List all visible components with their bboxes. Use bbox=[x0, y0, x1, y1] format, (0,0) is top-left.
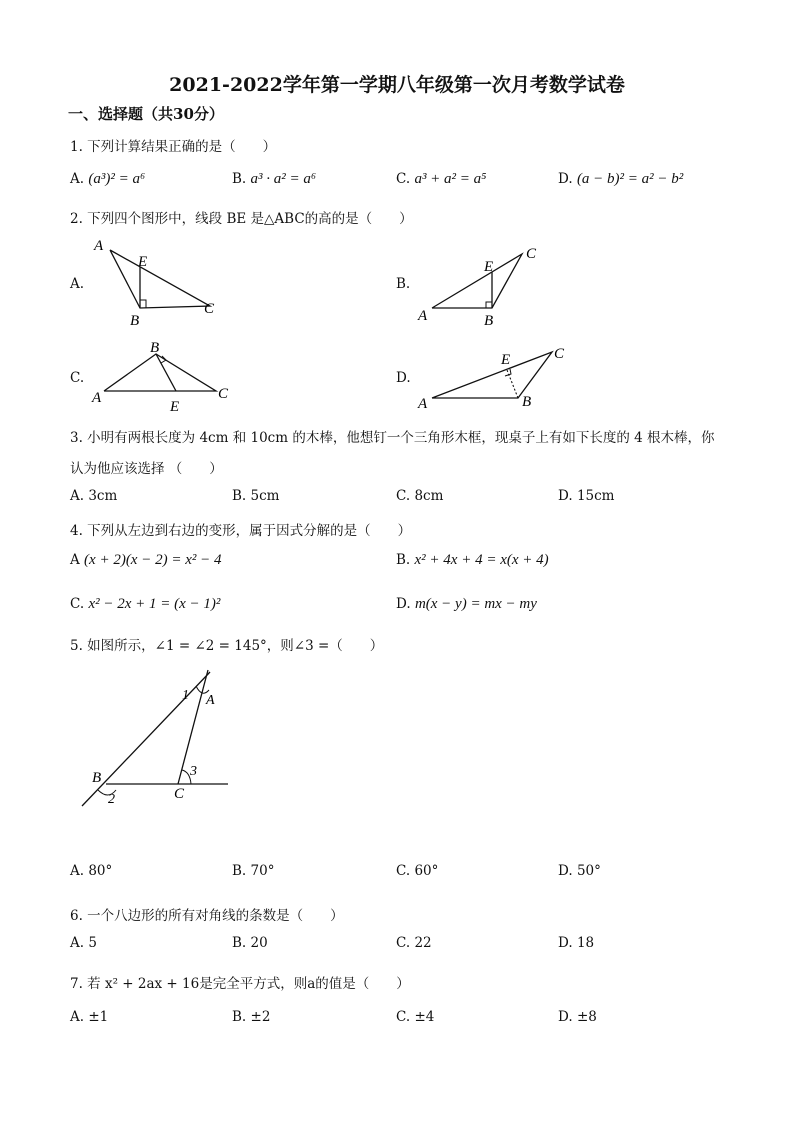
question-4-stem: 4. 下列从左边到右边的变形，属于因式分解的是（ ） bbox=[70, 523, 412, 539]
option-expression: a³ · a² = a⁶ bbox=[250, 171, 317, 187]
q3-option-b[interactable] bbox=[232, 488, 279, 504]
q2-figure-a bbox=[88, 234, 228, 329]
q7-option-a[interactable] bbox=[70, 1009, 108, 1025]
option-text: ±8 bbox=[576, 1009, 597, 1025]
q2-figure-c bbox=[88, 338, 238, 418]
q2-option-a[interactable]: A. bbox=[70, 276, 85, 292]
angle-3-label: 3 bbox=[190, 764, 197, 779]
option-label: A bbox=[70, 552, 80, 568]
option-text: ±1 bbox=[88, 1009, 109, 1025]
point-a-label: A bbox=[92, 390, 102, 406]
question-6-stem: 6. 一个八边形的所有对角线的条数是（ ） bbox=[70, 908, 344, 924]
q2-option-d[interactable]: D. bbox=[396, 370, 411, 386]
option-text: ±2 bbox=[250, 1009, 271, 1025]
point-c-label: C bbox=[204, 301, 215, 317]
point-e-label: E bbox=[501, 352, 511, 368]
option-text: 15cm bbox=[576, 488, 615, 504]
q2-figure-b bbox=[414, 238, 554, 330]
question-1-stem: 1. 下列计算结果正确的是（ ） bbox=[70, 139, 277, 155]
q4-option-a[interactable] bbox=[70, 552, 222, 569]
point-c-label: C bbox=[554, 346, 565, 362]
q3-option-d[interactable] bbox=[558, 488, 614, 504]
q5-option-b[interactable] bbox=[232, 863, 274, 879]
q1-option-b[interactable] bbox=[232, 171, 316, 188]
q5-option-d[interactable] bbox=[558, 863, 601, 879]
point-e-label: E bbox=[170, 399, 180, 415]
option-label: D. bbox=[396, 596, 411, 612]
option-label: B. bbox=[232, 171, 247, 187]
point-e-label: E bbox=[138, 254, 148, 270]
option-expression: m(x − y) = mx − my bbox=[414, 596, 537, 612]
q5-figure bbox=[76, 662, 246, 812]
option-text: 5cm bbox=[250, 488, 280, 504]
option-text: 22 bbox=[414, 935, 432, 951]
point-e-label: E bbox=[484, 259, 494, 275]
point-b-label: B bbox=[484, 313, 494, 329]
option-text: 20 bbox=[250, 935, 268, 951]
option-label: A. bbox=[70, 171, 85, 187]
question-7-stem: 7. 若 x² + 2ax + 16是完全平方式，则a的值是（ ） bbox=[70, 976, 410, 992]
option-label: C. bbox=[70, 596, 85, 612]
option-expression: (a − b)² = a² − b² bbox=[576, 171, 684, 187]
q1-option-d[interactable] bbox=[558, 171, 683, 188]
option-text: 70° bbox=[250, 863, 275, 879]
point-a-label: A bbox=[418, 308, 428, 324]
option-text: 80° bbox=[88, 863, 113, 879]
point-c-label: C bbox=[526, 246, 537, 262]
option-label: B. bbox=[232, 1009, 247, 1025]
question-3-stem-line1: 3. 小明有两根长度为 4cm 和 10cm 的木棒，他想钉一个三角形木框，现桌子上有如下长度的 4 根木棒，你 bbox=[70, 430, 715, 446]
q1-option-c[interactable] bbox=[396, 171, 486, 188]
q5-option-a[interactable] bbox=[70, 863, 112, 879]
point-a-label: A bbox=[206, 693, 215, 708]
q6-option-d[interactable] bbox=[558, 935, 594, 951]
q4-option-d[interactable] bbox=[396, 596, 537, 613]
question-5-stem: 5. 如图所示，∠1 = ∠2 = 145°，则∠3 =（ ） bbox=[70, 638, 384, 654]
option-text: ±4 bbox=[414, 1009, 435, 1025]
option-label: B. bbox=[232, 488, 247, 504]
option-label: D. bbox=[558, 171, 573, 187]
point-b-label: B bbox=[150, 340, 160, 356]
page-title: 2021-2022学年第一学期八年级第一次月考数学试卷 bbox=[169, 74, 625, 96]
q2-option-c[interactable]: C. bbox=[70, 370, 85, 386]
q4-option-b[interactable] bbox=[396, 552, 549, 569]
q2-option-b[interactable]: B. bbox=[396, 276, 411, 292]
option-expression: (a³)² = a⁶ bbox=[88, 171, 146, 187]
option-label: A. bbox=[70, 935, 85, 951]
q7-option-b[interactable] bbox=[232, 1009, 270, 1025]
option-label: D. bbox=[558, 863, 573, 879]
option-expression: x² + 4x + 4 = x(x + 4) bbox=[414, 552, 549, 568]
option-expression: a³ + a² = a⁵ bbox=[414, 171, 487, 187]
option-expression: x² − 2x + 1 = (x − 1)² bbox=[88, 596, 221, 612]
option-label: B. bbox=[232, 935, 247, 951]
option-label: C. bbox=[396, 171, 411, 187]
q7-option-c[interactable] bbox=[396, 1009, 434, 1025]
option-expression: (x + 2)(x − 2) = x² − 4 bbox=[84, 552, 222, 568]
option-label: C. bbox=[396, 863, 411, 879]
section-heading: 一、选择题（共30分） bbox=[68, 105, 224, 123]
q3-option-a[interactable] bbox=[70, 488, 117, 504]
option-text: 60° bbox=[414, 863, 439, 879]
q2-figure-d bbox=[414, 340, 574, 415]
option-label: B. bbox=[396, 552, 411, 568]
q3-option-c[interactable] bbox=[396, 488, 443, 504]
option-label: A. bbox=[70, 863, 85, 879]
question-2-stem: 2. 下列四个图形中，线段 BE 是△ABC的高的是（ ） bbox=[70, 211, 413, 227]
point-c-label: C bbox=[174, 786, 185, 802]
point-a-label: A bbox=[418, 396, 428, 412]
option-text: 5 bbox=[88, 935, 97, 951]
q1-option-a[interactable] bbox=[70, 171, 145, 188]
option-label: C. bbox=[396, 488, 411, 504]
q6-option-a[interactable] bbox=[70, 935, 97, 951]
option-label: A. bbox=[70, 488, 85, 504]
option-text: 50° bbox=[576, 863, 601, 879]
q6-option-c[interactable] bbox=[396, 935, 432, 951]
q6-option-b[interactable] bbox=[232, 935, 268, 951]
q5-option-c[interactable] bbox=[396, 863, 438, 879]
option-label: D. bbox=[558, 488, 573, 504]
question-3-stem-line2: 认为他应该选择 （ ） bbox=[70, 461, 223, 477]
option-text: 8cm bbox=[414, 488, 444, 504]
q7-option-d[interactable] bbox=[558, 1009, 597, 1025]
q4-option-c[interactable] bbox=[70, 596, 220, 613]
option-label: C. bbox=[396, 935, 411, 951]
option-label: D. bbox=[558, 1009, 573, 1025]
point-b-label: B bbox=[522, 394, 532, 410]
point-a-label: A bbox=[94, 238, 104, 254]
option-text: 3cm bbox=[88, 488, 118, 504]
option-label: C. bbox=[396, 1009, 411, 1025]
option-label: D. bbox=[558, 935, 573, 951]
point-b-label: B bbox=[92, 770, 102, 786]
angle-1-label: 1 bbox=[182, 688, 189, 703]
option-label: B. bbox=[232, 863, 247, 879]
point-b-label: B bbox=[130, 313, 140, 329]
option-label: A. bbox=[70, 1009, 85, 1025]
angle-2-label: 2 bbox=[108, 792, 115, 807]
option-text: 18 bbox=[576, 935, 595, 951]
point-c-label: C bbox=[218, 386, 229, 402]
